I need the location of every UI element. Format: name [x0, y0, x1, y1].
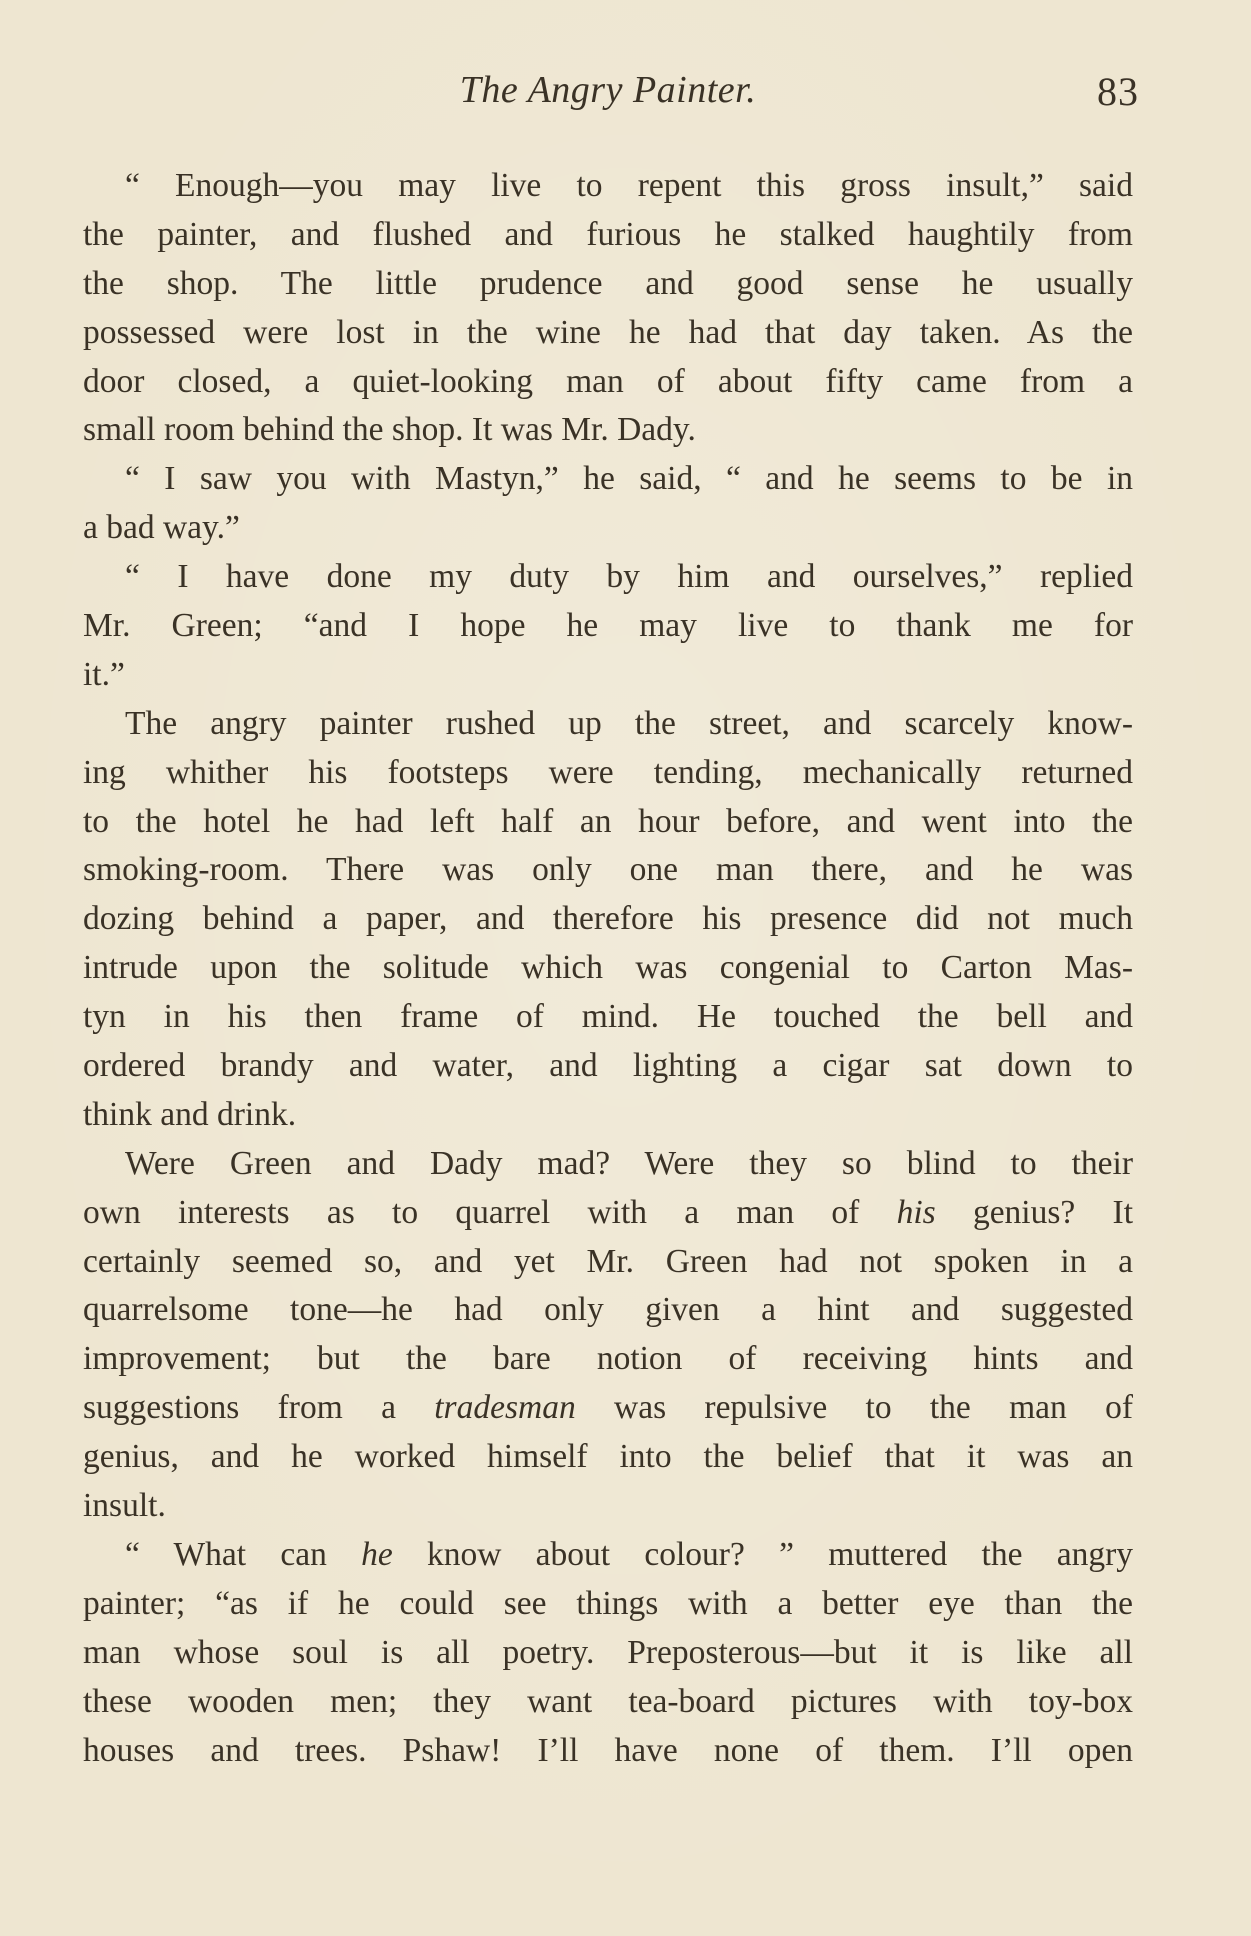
- italic-word: he: [361, 1535, 393, 1573]
- text-line: man whose soul is all poetry. Preposterous—but it is like all: [83, 1633, 1133, 1671]
- text-line: ordered brandy and water, and lighting a cigar sat down to: [83, 1047, 1133, 1085]
- text-line: “ Enough—you may live to repent this gross insult,” said: [125, 167, 1133, 204]
- text-line: insult.: [83, 1487, 166, 1525]
- text-line: [83, 1384, 1133, 1433]
- running-title: The Angry Painter.: [459, 69, 757, 111]
- text-line: door closed, a quiet-looking man of about fifty came from a: [83, 362, 1133, 400]
- text-line: genius, and he worked himself into the belief that it was an: [83, 1438, 1133, 1476]
- text-line: the painter, and flushed and furious he stalked haughtily from: [83, 215, 1133, 253]
- text-span: Were Green and Dady mad? Were they so blind to their: [125, 1144, 1133, 1182]
- text-line: smoking-room. There was only one man there, and he was: [83, 851, 1133, 889]
- text-span: own interests as to quarrel with a man of: [83, 1193, 897, 1231]
- text-line: “ I have done my duty by him and ourselves,” replied: [125, 558, 1133, 596]
- text-line: The angry painter rushed up the street, and scarcely know-: [125, 704, 1133, 742]
- text-line: it.”: [83, 655, 125, 693]
- text-line: think and drink.: [83, 1095, 297, 1133]
- text-line: [83, 1531, 1133, 1580]
- text-line: a bad way.”: [83, 509, 240, 547]
- text-line: dozing behind a paper, and therefore his presence did not much: [83, 900, 1133, 938]
- body-text: [83, 162, 1133, 1775]
- text-span: “ What can: [125, 1535, 362, 1573]
- running-head: [83, 62, 1139, 122]
- text-line: the shop. The little prudence and good sense he usually: [83, 264, 1133, 302]
- text-line: these wooden men; they want tea-board pictures with toy-box: [83, 1682, 1133, 1720]
- text-line: tyn in his then frame of mind. He touched the bell and: [83, 998, 1133, 1036]
- text-line: [83, 1189, 1133, 1238]
- italic-word: tradesman: [434, 1389, 576, 1427]
- text-line: improvement; but the bare notion of receiving hints and: [83, 1340, 1133, 1378]
- text-span: genius? It: [935, 1193, 1133, 1231]
- text-line: ing whither his footsteps were tending, mechanically returned: [83, 753, 1133, 791]
- text-line: small room behind the shop. It was Mr. Dady.: [83, 411, 696, 449]
- page-number: 83: [1097, 69, 1139, 114]
- text-line: certainly seemed so, and yet Mr. Green had not spoken in a: [83, 1242, 1133, 1280]
- text-line: quarrelsome tone—he had only given a hint and suggested: [83, 1291, 1133, 1329]
- text-line: to the hotel he had left half an hour before, and went into the: [83, 802, 1133, 840]
- text-line: houses and trees. Pshaw! I’ll have none of them. I’ll open: [83, 1731, 1133, 1769]
- text-line: [83, 1140, 1133, 1189]
- text-line: “ I saw you with Mastyn,” he said, “ and he seems to be in: [125, 460, 1133, 498]
- text-line: painter; “as if he could see things with a better eye than the: [83, 1584, 1133, 1622]
- italic-word: his: [896, 1193, 936, 1231]
- text-line: Mr. Green; “and I hope he may live to thank me for: [83, 607, 1133, 645]
- text-span: was repulsive to the man of: [575, 1389, 1133, 1427]
- text-line: possessed were lost in the wine he had that day taken. As the: [83, 313, 1133, 351]
- text-line: intrude upon the solitude which was congenial to Carton Mas-: [83, 949, 1133, 987]
- text-span: know about colour? ” muttered the angry: [392, 1535, 1133, 1573]
- text-span: suggestions from a: [83, 1389, 435, 1427]
